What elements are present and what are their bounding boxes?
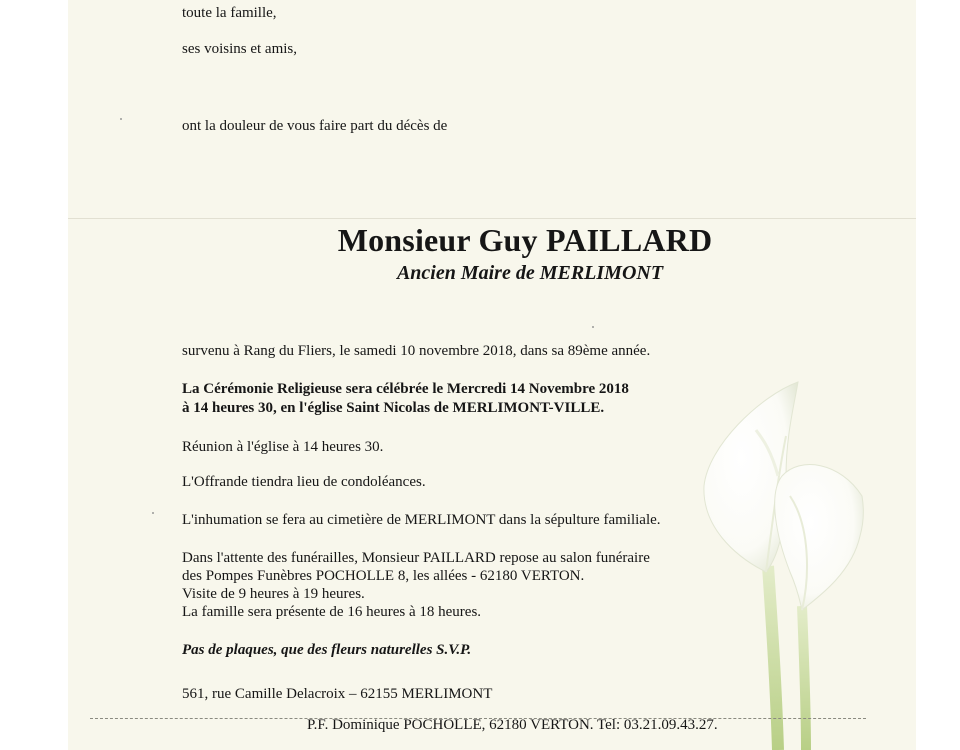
family-hours: La famille sera présente de 16 heures à 18 heures. bbox=[182, 604, 482, 620]
offrande-line: L'Offrande tiendra lieu de condoléances. bbox=[182, 474, 426, 490]
funeral-home-footer: P.F. Dominique POCHOLLE, 62180 VERTON. Tel: 03.21.09.43.27. bbox=[307, 717, 718, 733]
ceremony-line-1: La Cérémonie Religieuse sera célébrée le Mercredi 14 Novembre 2018 bbox=[182, 381, 629, 397]
salon-line-2: des Pompes Funèbres POCHOLLE 8, les allées - 62180 VERTON. bbox=[182, 568, 585, 584]
family-line: toute la famille, bbox=[182, 5, 277, 21]
speck bbox=[592, 326, 594, 328]
visiting-hours: Visite de 9 heures à 19 heures. bbox=[182, 586, 365, 602]
card-fold-line bbox=[68, 218, 916, 219]
death-notice: survenu à Rang du Fliers, le samedi 10 novembre 2018, dans sa 89ème année. bbox=[182, 343, 651, 359]
salon-line-1: Dans l'attente des funérailles, Monsieur PAILLARD repose au salon funéraire bbox=[182, 550, 650, 566]
deceased-title: Ancien Maire de MERLIMONT bbox=[396, 262, 664, 284]
speck bbox=[120, 118, 122, 120]
announcement-line: ont la douleur de vous faire part du décès de bbox=[182, 118, 448, 134]
inhumation-line: L'inhumation se fera au cimetière de MERLIMONT dans la sépulture familiale. bbox=[182, 512, 661, 528]
neighbors-line: ses voisins et amis, bbox=[182, 41, 297, 57]
family-address: 561, rue Camille Delacroix – 62155 MERLIMONT bbox=[182, 686, 493, 702]
ceremony-line-2: à 14 heures 30, en l'église Saint Nicolas de MERLIMONT-VILLE. bbox=[182, 400, 605, 416]
speck bbox=[152, 512, 154, 514]
reunion-line: Réunion à l'église à 14 heures 30. bbox=[182, 439, 384, 455]
flowers-note: Pas de plaques, que des fleurs naturelles S.V.P. bbox=[182, 642, 472, 658]
calla-lily-flower-icon bbox=[690, 376, 880, 750]
deceased-name: Monsieur Guy PAILLARD bbox=[337, 222, 713, 258]
